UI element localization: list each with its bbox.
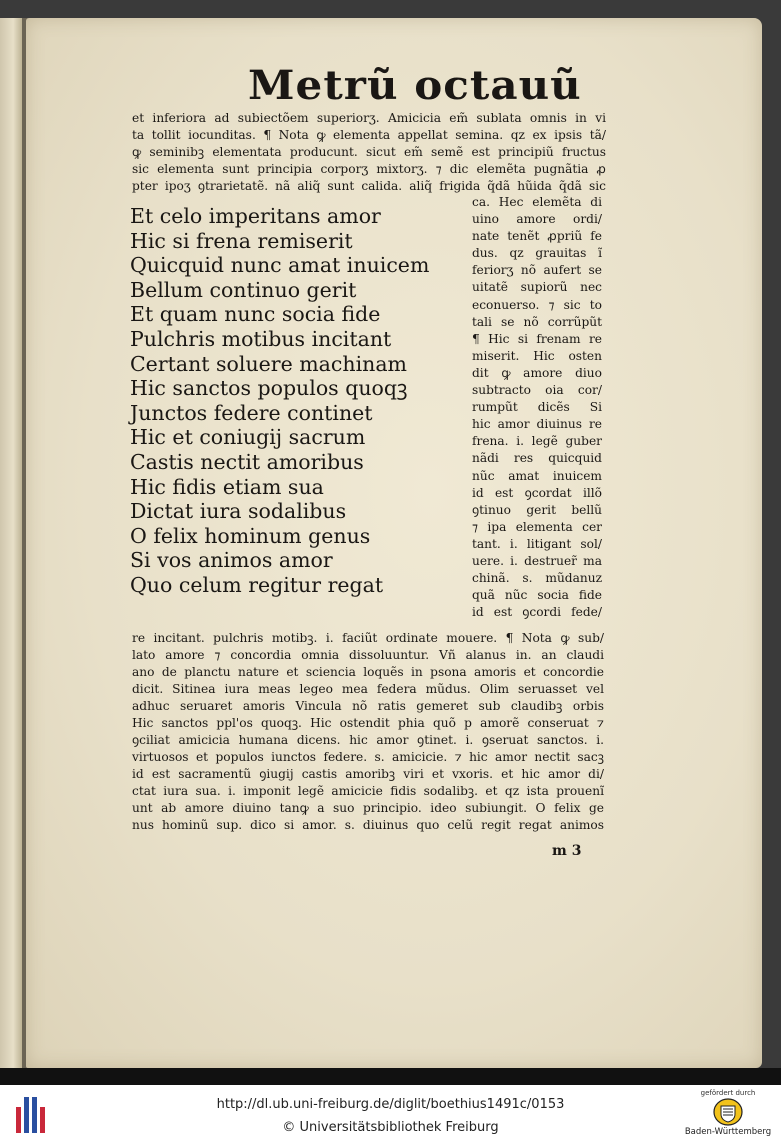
commentary-line: pter ipoʒ ꝯtrarietatẽ. nã aliq̃ sunt calida. aliq̃ frigida q̃dã hũida q̃dã sic bbox=[132, 179, 606, 193]
gloss-line: id est ꝯcordi fede/ bbox=[472, 605, 602, 620]
verse-line: Hic si frena remiserit bbox=[130, 228, 353, 253]
gloss-line: quã nũc socia fide bbox=[472, 588, 602, 603]
verse-line: Hic et coniugij sacrum bbox=[130, 425, 366, 450]
commentary-line: re incitant. pulchris motibꝫ. i. faciũt ordinate mouere. ¶ Nota ꝙ sub/ bbox=[132, 631, 604, 645]
gloss-line: uitatẽ supiorũ nec bbox=[472, 280, 602, 295]
coat-of-arms-icon bbox=[713, 1098, 743, 1126]
commentary-line: et inferiora ad subiectõem superiorʒ. Amicicia em̃ sublata omnis in vi bbox=[132, 111, 606, 125]
verse-line: Certant soluere machinam bbox=[130, 351, 408, 376]
verse-line: Quo celum regitur regat bbox=[130, 572, 384, 597]
verse-block bbox=[130, 204, 429, 598]
commentary-line: Hic sanctos ppl'os quoqꝫ. Hic ostendit phia quõ p amorẽ conseruat ⁊ bbox=[132, 716, 604, 730]
viewer-footer bbox=[0, 1085, 781, 1141]
gloss-line: nãdi res quicquid bbox=[472, 451, 602, 466]
closing-commentary bbox=[132, 630, 604, 834]
gloss-line: tant. i. litigant sol/ bbox=[472, 536, 602, 551]
gloss-line: nũc amat inuicem bbox=[472, 468, 602, 483]
gloss-line: tali se nõ corrũpũt bbox=[472, 314, 602, 329]
commentary-line: lato amore ⁊ concordia omnia dissoluuntur. Vñ alanus in. an claudi bbox=[132, 648, 604, 662]
gloss-line: subtracto oia cor/ bbox=[472, 383, 602, 398]
facing-page-edge bbox=[0, 18, 23, 1068]
verse-line: Hic sanctos populos quoqꝫ bbox=[130, 376, 408, 401]
gloss-line: feriorʒ nõ aufert se bbox=[472, 263, 602, 278]
gloss-line: uino amore ordi/ bbox=[472, 212, 602, 227]
side-gloss bbox=[472, 194, 602, 621]
commentary-line: virtuosos et populos iunctos federe. s. amicicie. ⁊ hic amor nectit sacꝫ bbox=[132, 750, 604, 764]
gloss-line: ca. Hec elemẽta di bbox=[472, 195, 602, 209]
commentary-line: ctat iura sua. i. imponit legẽ amicicie fidis sodalibꝫ. et qz ista prouenĩ bbox=[132, 784, 604, 798]
permalink-url[interactable]: http://dl.ub.uni-freiburg.de/diglit/boethius1491c/0153 bbox=[216, 1097, 565, 1112]
gloss-line: ꝯtinuo gerit bellũ bbox=[472, 502, 602, 517]
gloss-line: dit ꝙ amore diuo bbox=[472, 365, 602, 380]
funder-logo bbox=[680, 1089, 776, 1139]
gloss-line: chinã. s. mũdanuz bbox=[472, 571, 602, 586]
verse-line: Et quam nunc socia fide bbox=[130, 302, 381, 327]
gloss-line: dus. qz grauitas ĩ bbox=[472, 246, 602, 261]
gloss-line: nate tenẽt ꝓpriũ fe bbox=[472, 229, 602, 244]
gloss-line: id est ꝯcordat illõ bbox=[472, 485, 602, 500]
copyright-text: © Universitätsbibliothek Freiburg bbox=[282, 1120, 499, 1135]
commentary-line: sic elementa sunt principia corporʒ mixtorʒ. ⁊ dic elemẽta pugnãtia ꝓ bbox=[132, 162, 606, 176]
verse-line: Hic fidis etiam sua bbox=[130, 474, 324, 499]
gloss-line: ¶ Hic si frenam re bbox=[472, 331, 602, 346]
signature-mark: m 3 bbox=[552, 843, 582, 859]
opening-commentary bbox=[132, 110, 612, 195]
commentary-line: id est sacramentũ ꝯiugij castis amoribꝫ viri et vxoris. et hic amor di/ bbox=[132, 767, 604, 781]
commentary-line: ꝙ seminibꝫ elementata producunt. sicut em̃ semẽ est principiũ fructus bbox=[132, 145, 606, 159]
commentary-line: ꝯciliat amicicia humana dicens. hic amor ꝯtinet. i. ꝯseruat sanctos. i. bbox=[132, 733, 604, 747]
verse-line: O felix hominum genus bbox=[130, 523, 371, 548]
commentary-line: nus hominũ sup. dico si amor. s. diuinus quo celũ regit regat animos bbox=[132, 818, 604, 832]
gloss-line: rumpũt dicẽs Si bbox=[472, 400, 602, 415]
commentary-line: ta tollit iocunditas. ¶ Nota ꝙ elementa appellat semina. qz ex ipsis tã/ bbox=[132, 128, 606, 142]
verse-line: Si vos animos amor bbox=[130, 548, 333, 573]
verse-line: Dictat iura sodalibus bbox=[130, 499, 347, 524]
verse-line: Bellum continuo gerit bbox=[130, 277, 357, 302]
commentary-line: adhuc seruaret amoris Vincula nõ ratis gemeret sub claudibꝫ orbis bbox=[132, 699, 604, 713]
funder-note: gefördert durch bbox=[700, 1089, 756, 1097]
verse-line: Pulchris motibus incitant bbox=[130, 326, 392, 351]
gloss-line: miserit. Hic osten bbox=[472, 348, 602, 363]
gloss-line: frena. i. legẽ guber bbox=[472, 434, 602, 449]
gloss-line: uere. i. destruer̃ ma bbox=[472, 553, 602, 568]
page-title: Metrũ octauũ bbox=[248, 62, 582, 109]
commentary-line: dicit. Sitinea iura meas legeo mea federa mũdus. Olim seruasset vel bbox=[132, 682, 604, 696]
verse-line: Et celo imperitans amor bbox=[130, 204, 381, 228]
commentary-line: ano de planctu nature et sciencia loquẽs in psona amoris et concordie bbox=[132, 665, 604, 679]
verse-line: Castis nectit amoribus bbox=[130, 449, 364, 474]
verse-line: Quicquid nunc amat inuicem bbox=[130, 253, 430, 278]
funder-name: Baden-Württemberg bbox=[684, 1127, 772, 1137]
verse-line: Junctos federe continet bbox=[130, 400, 373, 425]
scan-border bbox=[0, 1068, 781, 1085]
gloss-line: econuerso. ⁊ sic to bbox=[472, 297, 602, 312]
gloss-line: ⁊ ipa elementa cer bbox=[472, 519, 602, 534]
gloss-line: hic amor diuinus re bbox=[472, 417, 602, 432]
commentary-line: unt ab amore diuino tanꝙ a suo principio. ideo subiungit. O felix ge bbox=[132, 801, 604, 815]
